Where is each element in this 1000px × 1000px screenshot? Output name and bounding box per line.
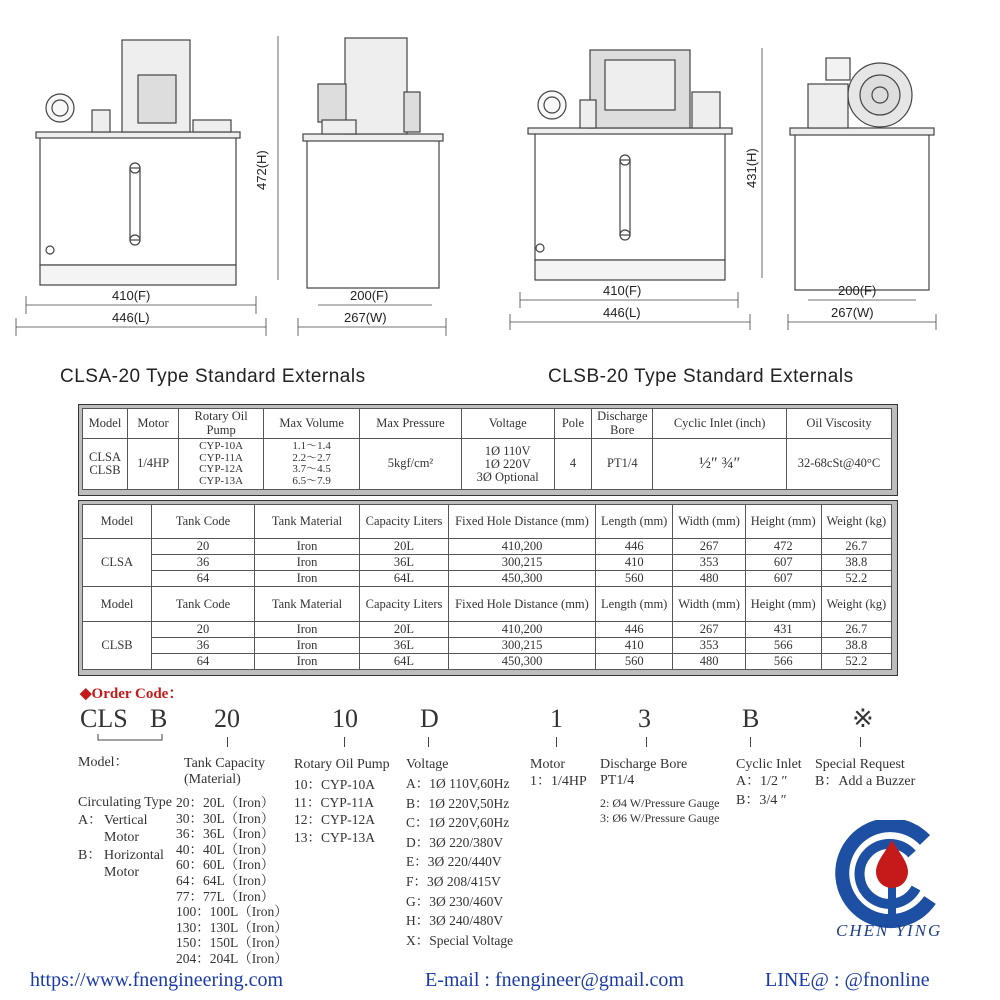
tank-item: 30：30L（Iron）	[176, 810, 275, 826]
table-cell: 446	[596, 621, 673, 637]
th-capacity: Capacity Liters	[360, 587, 449, 621]
tank-item: 36：36L（Iron）	[176, 826, 275, 842]
voltage-item: 3Ø Optional	[476, 469, 539, 484]
table-cell: 26.7	[821, 621, 891, 637]
tank-item: 40：40L（Iron）	[176, 841, 275, 857]
th-length: Length (mm)	[596, 587, 673, 621]
tank-item: 204：204L（Iron）	[176, 950, 288, 966]
tick	[860, 737, 861, 747]
inlet-title: Cyclic Inlet	[736, 757, 802, 772]
special-title: Special Request	[815, 757, 905, 772]
bore-title: Discharge Bore	[600, 757, 688, 772]
pump-item: CYP-11A	[199, 451, 243, 464]
table-cell: 300,215	[449, 637, 596, 653]
table-cell: 410	[596, 555, 673, 571]
tank-item: 100：100L（Iron）	[176, 904, 288, 920]
tank-item: 64：64L（Iron）	[176, 872, 275, 888]
order-code-title: ◆Order Code：	[80, 686, 184, 702]
clsa-rows	[83, 539, 892, 587]
clsa-front-width-l: 446(L)	[112, 310, 150, 325]
circulating-a-key: A：	[78, 813, 103, 828]
voltage-option: H：3Ø 240/480V	[406, 913, 504, 929]
table-cell: 353	[673, 555, 745, 571]
th-motor: Motor	[128, 409, 179, 439]
voltage-option: E：3Ø 220/440V	[406, 854, 502, 870]
code-pump: 10	[332, 704, 358, 733]
email-link[interactable]: E-mail : fnengineer@gmail.com	[425, 969, 684, 991]
th-tank-material: Tank Material	[255, 505, 360, 539]
tick	[428, 737, 429, 747]
th-tank-code: Tank Code	[152, 505, 255, 539]
clsa-side-width-f: 200(F)	[350, 288, 389, 303]
website-link[interactable]: https://www.fnengineering.com	[30, 969, 284, 991]
th-voltage: Voltage	[461, 409, 554, 439]
table-row	[83, 637, 892, 653]
tank-header-row	[83, 587, 892, 621]
circulating-b2: Motor	[104, 865, 139, 880]
th-weight: Weight (kg)	[821, 505, 891, 539]
clsa-front-width-f: 410(F)	[112, 288, 151, 303]
tank-list	[176, 795, 288, 967]
th-inlet: Cyclic Inlet (inch)	[653, 409, 787, 439]
tank-item: 60：60L（Iron）	[176, 857, 275, 873]
spec-pumps	[179, 439, 264, 490]
tick	[344, 737, 345, 747]
model-cell: CLSB	[83, 621, 152, 669]
voltage-option: X：Special Voltage	[406, 932, 514, 948]
tank-item: 130：130L（Iron）	[176, 919, 288, 935]
table-row	[83, 653, 892, 669]
clsb-front-width-f: 410(F)	[603, 283, 642, 298]
pump-option: 10：CYP-10A	[294, 777, 376, 792]
voltage-item: 1Ø 110V	[484, 443, 531, 458]
table-cell: 607	[745, 571, 821, 587]
volume-item: 6.5～7.9	[292, 474, 331, 487]
table-cell: 480	[673, 653, 745, 669]
tank-item: 77：77L（Iron）	[176, 888, 275, 904]
code-cls: CLS	[80, 704, 128, 733]
code-inlet: B	[742, 704, 760, 733]
clsa-side-width-w: 267(W)	[344, 310, 387, 325]
code-type: B	[150, 704, 168, 733]
table-cell: 36L	[360, 555, 449, 571]
tick	[646, 737, 647, 747]
table-cell: 431	[745, 621, 821, 637]
table-cell: 267	[673, 539, 745, 555]
spec-viscosity: 32-68cSt@40°C	[787, 439, 892, 490]
table-cell: 607	[745, 555, 821, 571]
table-cell: 560	[596, 653, 673, 669]
pump-option: 11：CYP-11A	[294, 794, 375, 810]
th-tank-material: Tank Material	[255, 587, 360, 621]
voltage-option: F：3Ø 208/415V	[406, 873, 501, 889]
th-hole-distance: Fixed Hole Distance (mm)	[449, 505, 596, 539]
table-cell: 52.2	[821, 653, 891, 669]
clsb-front-width-l: 446(L)	[603, 305, 641, 320]
table-cell: 560	[596, 571, 673, 587]
table-cell: 410,200	[449, 539, 596, 555]
circulating-title: Circulating Type	[78, 795, 173, 810]
table-cell: 480	[673, 571, 745, 587]
table-cell: 36L	[360, 637, 449, 653]
special-option: B：Add a Buzzer	[815, 774, 916, 789]
table-cell: 446	[596, 539, 673, 555]
th-width: Width (mm)	[673, 587, 745, 621]
table-cell: 450,300	[449, 653, 596, 669]
spec-bore: PT1/4	[592, 439, 653, 490]
spec-motor: 1/4HP	[128, 439, 179, 490]
table-cell: Iron	[255, 555, 360, 571]
pump-title: Rotary Oil Pump	[294, 757, 390, 772]
table-cell: 64L	[360, 653, 449, 669]
table-cell: 410	[596, 637, 673, 653]
bore-option: 2: Ø4 W/Pressure Gauge	[600, 796, 720, 810]
code-voltage: D	[420, 704, 439, 733]
th-bore: Discharge Bore	[592, 409, 653, 439]
volume-item: 2.2～2.7	[292, 451, 331, 464]
pump-list	[294, 776, 375, 846]
table-cell: Iron	[255, 637, 360, 653]
spec-voltages	[461, 439, 554, 490]
table-cell: 26.7	[821, 539, 891, 555]
inlet-option: B：3/4 ″	[736, 793, 787, 808]
th-height: Height (mm)	[745, 587, 821, 621]
spec-table	[82, 408, 892, 490]
chen-ying-logo	[830, 820, 950, 930]
voltage-option: D：3Ø 220/380V	[406, 834, 504, 850]
clsa-height: 472(H)	[254, 150, 269, 190]
bore-base: PT1/4	[600, 773, 635, 788]
th-height: Height (mm)	[745, 505, 821, 539]
table-cell: Iron	[255, 539, 360, 555]
table-cell: 20	[152, 539, 255, 555]
table-cell: 566	[745, 653, 821, 669]
th-pump: Rotary Oil Pump	[179, 409, 264, 439]
tank-item: 20：20L（Iron）	[176, 795, 275, 810]
voltage-option: B：1Ø 220V,50Hz	[406, 795, 510, 811]
voltage-list	[406, 774, 513, 950]
th-length: Length (mm)	[596, 505, 673, 539]
th-viscosity: Oil Viscosity	[787, 409, 892, 439]
circulating-b-key: B：	[78, 848, 102, 863]
code-bore: 3	[638, 704, 651, 733]
table-cell: 410,200	[449, 621, 596, 637]
th-hole-distance: Fixed Hole Distance (mm)	[449, 587, 596, 621]
model-bracket	[96, 732, 166, 746]
voltage-option: A：1Ø 110V,60Hz	[406, 776, 510, 791]
table-row	[83, 571, 892, 587]
tick	[750, 737, 751, 747]
th-model: Model	[83, 505, 152, 539]
table-cell: 20	[152, 621, 255, 637]
table-cell: 52.2	[821, 571, 891, 587]
table-cell: 450,300	[449, 571, 596, 587]
table-cell: 64	[152, 653, 255, 669]
table-cell: 64L	[360, 571, 449, 587]
pump-item: CYP-12A	[199, 463, 244, 475]
th-pole: Pole	[554, 409, 592, 439]
clsb-caption: CLSB-20 Type Standard Externals	[548, 366, 854, 387]
motor-option: 1：1/4HP	[530, 774, 587, 789]
table-row	[83, 555, 892, 571]
table-cell: Iron	[255, 653, 360, 669]
code-tank: 20	[214, 704, 240, 733]
clsa-front-view	[36, 40, 240, 285]
circulating-a2: Motor	[104, 830, 139, 845]
th-tank-code: Tank Code	[152, 587, 255, 621]
table-row	[83, 621, 892, 637]
pump-item: CYP-10A	[199, 440, 244, 452]
volume-item: 3.7～4.5	[292, 463, 331, 475]
model-label: Model：	[78, 755, 129, 770]
table-cell: 38.8	[821, 555, 891, 571]
th-model: Model	[83, 587, 152, 621]
circulating-b1: Horizontal	[104, 848, 164, 863]
table-cell: 64	[152, 571, 255, 587]
tank-header-row	[83, 505, 892, 539]
spec-inlet: ½″ ¾″	[653, 439, 787, 490]
clsa-caption: CLSA-20 Type Standard Externals	[60, 366, 366, 387]
code-special: ※	[852, 704, 874, 733]
tank-item: 150：150L（Iron）	[176, 935, 288, 951]
clsb-side-width-w: 267(W)	[831, 305, 874, 320]
th-capacity: Capacity Liters	[360, 505, 449, 539]
clsb-side-view	[790, 58, 934, 290]
pump-option: 12：CYP-12A	[294, 812, 376, 827]
table-row	[83, 539, 892, 555]
line-link[interactable]: LINE@ : @fnonline	[765, 969, 930, 991]
voltage-item: 1Ø 220V	[484, 456, 531, 471]
th-pressure: Max Pressure	[360, 409, 462, 439]
table-cell: 300,215	[449, 555, 596, 571]
volume-item: 1.1～1.4	[292, 440, 331, 452]
voltage-option: G：3Ø 230/460V	[406, 893, 504, 909]
clsb-rows	[83, 621, 892, 669]
model-cell: CLSA	[83, 539, 152, 587]
voltage-option: C：1Ø 220V,60Hz	[406, 815, 510, 831]
tank-subtitle: (Material)	[184, 772, 241, 787]
clsb-height: 431(H)	[744, 148, 759, 188]
logo-name: CHEN YING	[836, 921, 943, 940]
table-cell: 36	[152, 555, 255, 571]
table-cell: 20L	[360, 539, 449, 555]
code-motor: 1	[550, 704, 563, 733]
voltage-title: Voltage	[406, 757, 449, 772]
table-cell: 472	[745, 539, 821, 555]
th-width: Width (mm)	[673, 505, 745, 539]
table-cell: 267	[673, 621, 745, 637]
spec-model: CLSA CLSB	[83, 439, 128, 490]
spec-pole: 4	[554, 439, 592, 490]
table-cell: 353	[673, 637, 745, 653]
th-volume: Max Volume	[264, 409, 360, 439]
bore-option: 3: Ø6 W/Pressure Gauge	[600, 811, 720, 825]
clsa-side-view	[303, 38, 443, 288]
clsb-front-view	[528, 50, 732, 280]
spec-pressure: 5kgf/cm²	[360, 439, 462, 490]
table-cell: Iron	[255, 621, 360, 637]
circulating-a1: Vertical	[104, 813, 148, 828]
clsb-side-width-f: 200(F)	[838, 283, 877, 298]
table-cell: 38.8	[821, 637, 891, 653]
pump-option: 13：CYP-13A	[294, 829, 376, 845]
spec-volumes	[264, 439, 360, 490]
tank-table	[82, 504, 892, 670]
table-cell: 20L	[360, 621, 449, 637]
tick	[556, 737, 557, 747]
table-cell: 566	[745, 637, 821, 653]
pump-item: CYP-13A	[199, 474, 244, 487]
th-model: Model	[83, 409, 128, 439]
th-weight: Weight (kg)	[821, 587, 891, 621]
table-cell: Iron	[255, 571, 360, 587]
tick	[227, 737, 228, 747]
inlet-option: A：1/2 ″	[736, 774, 788, 789]
motor-title: Motor	[530, 757, 565, 772]
table-cell: 36	[152, 637, 255, 653]
tank-title: Tank Capacity	[184, 756, 266, 771]
